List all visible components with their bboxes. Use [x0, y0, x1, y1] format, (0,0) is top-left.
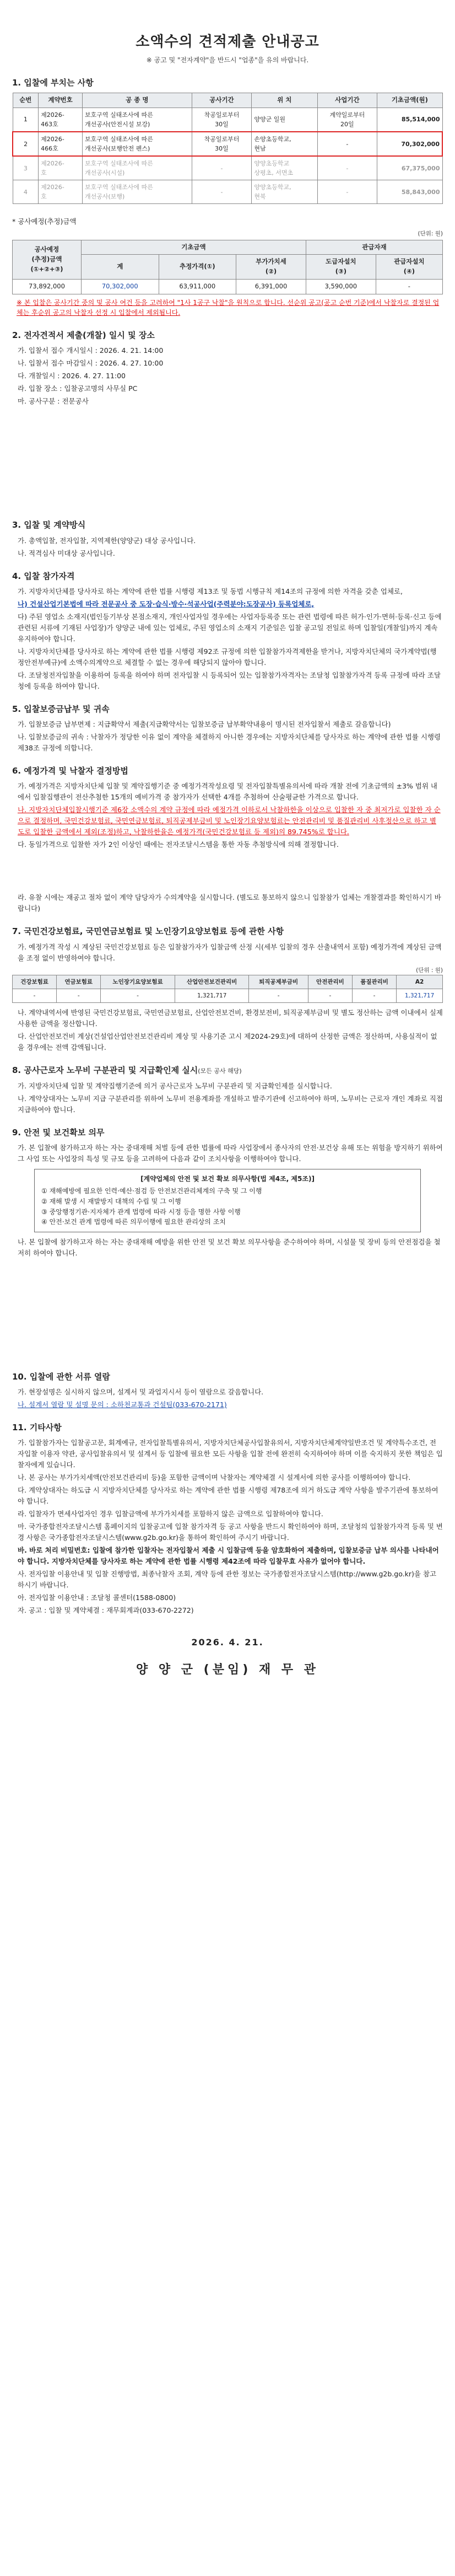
budget-head: 공사예정 (추정)금액 (①+②+③) [13, 240, 82, 279]
misc-item: 바. 바로 처리 비밀번호: 입찰에 참가한 입찰자는 전자입찰서 제출 시 입찰금액 등을 암호화하여 제출하며, 입찰보증금 납부 의사를 나타내어야 합니다. 지방자치단체를 당사자로 하는 계약에 관한 법률 시행령 제42조에 따라 입찰무효 사유가 없어야 합니다. [18, 1546, 439, 1566]
budget-cell: 6,391,000 [236, 280, 306, 294]
section-9 [0, 1126, 455, 1259]
deposit-item: 가. 입찰보증금 납부면제 : 지급확약서 제출(지급확약서는 입찰보증금 납부확약내용이 명시된 전자입찰서 제출로 갈음합니다) [18, 720, 391, 729]
table-header: 안전관리비 [308, 975, 352, 989]
qualification-item: 다) 주된 영업소 소재지(법인등기부상 본점소재지, 개인사업자일 경우에는 사업자등록증 또는 관련 법령에 따른 허가·인가·면허·등록·신고 등에 관련된 서류에 기재된 사업장)가 양양군 내에 있는 업체로, 주된 영업소의 소재지 기준일은 입찰 공고일 전일로 하며 입찰일(개찰일)까지 계속 유지하여야 합니다. [18, 612, 442, 643]
table-row [13, 180, 442, 204]
document-item: 가. 현장설명은 실시하지 않으며, 설계서 및 과업지시서 등이 열람으로 갈음합니다. [18, 1388, 264, 1397]
table-cell: 2 [13, 132, 39, 156]
section-2-heading: 2. 전자견적서 제출(개찰) 일시 및 장소 [12, 330, 155, 341]
schedule-item: 라. 입찰 장소 : 입찰공고명의 사무실 PC [18, 384, 138, 393]
table-cell: 양양초등학교, 현북 [252, 180, 317, 204]
table-header: 위 치 [252, 93, 317, 108]
table-cell: - [57, 989, 101, 1003]
section-3-heading: 3. 입찰 및 계약방식 [12, 520, 86, 530]
misc-item: 라. 입찰자가 면세사업자인 경우 입찰금액에 부가가치세를 포함하지 않은 금액으로 입찰하여야 합니다. [18, 1510, 323, 1518]
budget-cell: 63,911,000 [159, 280, 236, 294]
qualification-item: 가. 지방자치단체를 당사자로 하는 계약에 관한 법률 시행령 제13조 및 동법 시행규칙 제14조의 규정에 의한 자격을 갖춘 업체로, [18, 587, 403, 595]
lot-note: ※ 본 입찰은 공사기간 중의 및 공사 여건 등을 고려하여 "1사 1공구 낙찰"을 원칙으로 합니다. 선순위 공고(공고 순번 기준)에서 낙찰자로 결정된 업체는 후순위 공고의 낙찰자 선정 시 입찰에서 제외됩니다. [17, 298, 440, 317]
section-7 [0, 925, 455, 1053]
misc-item: 사. 전자입찰 이용안내 및 입찰 진행방법, 최종낙찰자 조회, 계약 등에 관한 정보는 국가종합전자조달시스템(http://www.g2b.go.kr)을 참고하시기 바랍니다. [18, 1570, 437, 1590]
table-cell: 보호구역 실태조사에 따른 개선공사(보행) [83, 180, 192, 204]
table-cell: 착공일로부터 30일 [192, 132, 252, 156]
misc-item: 나. 본 공사는 부가가치세액(안전보건관리비 등)을 포함한 금액이며 낙찰자는 계약체결 시 설계서에 의한 공사를 이행하여야 합니다. [18, 1473, 411, 1482]
table-cell: - [13, 989, 57, 1003]
table-header: 공사기간 [192, 93, 252, 108]
budget-cell: - [376, 280, 442, 294]
award-item: 나. 지방자치단체입찰시행기준 제6장 소액수의 계약 규정에 따라 예정가격 이하로서 낙찰하한율 이상으로 입찰한 자 중 최저가로 입찰한 자 순으로 결정하며, 국민건강보험료, 국민연금보험료, 퇴직공제부금비 및 노인장기요양보험료는 안전관리비 및 품질관리비 사후정산으로 하고 별도로 입찰한 금액에서 제외(조정)하고, 낙찰하한율은 예정가격(국민건강보험료 등 제외)의 89.745%로 합니다. [18, 806, 441, 836]
safety-duty: ④ 안전·보건 관계 법령에 따른 의무이행에 필요한 관리상의 조치 [41, 1218, 226, 1226]
table-cell: 1,321,717 [175, 989, 249, 1003]
table-cell: - [317, 132, 377, 156]
table-cell: 착공일로부터 30일 [192, 108, 252, 132]
misc-item: 마. 국가종합전자조달시스템 홈페이지의 입찰공고에 입찰 참가자격 등 공고 사항을 반드시 확인하여야 하며, 조달청의 입찰참가자격 등록 및 변경 사항은 국가종합전자조달시스템(www.g2b.go.kr)을 통하여 확인하여 주시기 바랍니다. [18, 1522, 443, 1542]
budget-subheading: * 공사예정(추정)금액 [12, 217, 77, 226]
table-cell: - [192, 180, 252, 204]
misc-item: 아. 전자입찰 이용안내 : 조달청 콜센터(1588-0800) [18, 1593, 176, 1602]
unit-label: (단위 : 원) [416, 967, 443, 974]
table-row [13, 156, 442, 180]
table-cell: 양양초등학교 상평초, 서면초 [252, 156, 317, 180]
section-4-heading: 4. 입찰 참가자격 [12, 571, 75, 581]
section-8 [0, 1064, 455, 1115]
misc-item: 가. 입찰참가자는 입찰공고문, 회계예규, 전자입찰특별유의서, 지방자치단체공사입찰유의서, 지방자치단체계약일반조건 및 계약특수조건, 전자입찰 이용자 약관, 공사입찰유의서 및 설계서 등 입찰에 필요한 모든 사항을 입찰 전에 완전히 숙지하여야 하며 이를 숙지하지 못한 책임은 입찰자에게 있습니다. [18, 1439, 443, 1469]
section-10-heading: 10. 입찰에 관한 서류 열람 [12, 1371, 110, 1382]
doc-title: 소액수의 견적제출 안내공고 [136, 34, 319, 50]
misc-item: 다. 계약상대자는 하도급 시 지방자치단체를 당사자로 하는 계약에 관한 법률 시행령 제78조에 의거 하도급 계약 사항을 발주기관에 통보하여야 합니다. [18, 1486, 438, 1506]
document-item: 나. 설계서 열람 및 설명 문의 : 소하천교통과 건설팀(033-670-2171) [18, 1400, 227, 1409]
table-cell: 손양초등학교, 현남 [252, 132, 317, 156]
section-6 [0, 765, 455, 914]
table-cell: 계약일로부터 20일 [317, 108, 377, 132]
section-1-heading: 1. 입찰에 부치는 사항 [12, 77, 94, 88]
safety-box-title: [계약업체의 안전 및 보건 확보 의무사항(법 제4조, 제5조)] [140, 1174, 315, 1183]
table-header: 공 종 명 [83, 93, 192, 108]
award-item: 가. 예정가격은 지방자치단체 입찰 및 계약집행기준 중 예정가격작성요령 및 전자입찰특별유의서에 따라 개찰 전에 기초금액의 ±3% 범위 내에서 입찰집행관이 전산추첨한 15개의 예비가격 중 참가자가 선택한 4개를 추첨하여 산술평균한 가격으로 합니다. [18, 782, 437, 802]
section-11-heading: 11. 기타사항 [12, 1423, 62, 1433]
safety-duty: ③ 중앙행정기관·지자체가 관계 법령에 따라 시정 등을 명한 사항 이행 [41, 1208, 241, 1216]
table-header: 계약번호 [39, 93, 83, 108]
bid-items-table [12, 93, 443, 204]
section-10 [0, 1371, 455, 1410]
budget-head: 관급자재 [306, 240, 442, 255]
qualification-item: 다. 조달청전자입찰을 이용하여 등록을 하여야 하며 전자입찰 시 등록되어 있는 입찰참가자격자는 조달청 입찰참가자격 등록 규정에 따라 조달청에 등록을 하여야 합니다. [18, 670, 441, 690]
table-cell: 3 [13, 156, 39, 180]
unit-label: (단위: 원) [418, 230, 443, 238]
table-header: 산업안전보건관리비 [175, 975, 249, 989]
table-cell: 보호구역 실태조사에 따른 개선공사(시설) [83, 156, 192, 180]
insurance-note: 다. 산업안전보건비 계상(건설업산업안전보건관리비 계상 및 사용기준 고시 제2024-29호)에 대하여 산정한 금액은 정산하며, 사용실적이 없을 경우에는 전액 감액됩니다. [18, 1032, 437, 1052]
method-item: 가. 총액입찰, 전자입찰, 지역제한(양양군) 대상 공사입니다. [18, 536, 196, 545]
table-cell: - [308, 989, 352, 1003]
table-cell: 85,514,000 [377, 108, 442, 132]
section-11 [0, 1421, 455, 1616]
budget-head: 계 [81, 255, 159, 280]
table-header: 순번 [13, 93, 39, 108]
safety-duty: ② 재해 발생 시 재발방지 대책의 수립 및 그 이행 [41, 1198, 181, 1206]
doc-subtitle: ※ 공고 및 "전자계약"을 반드시 "업종"을 유의 바랍니다. [146, 56, 309, 65]
award-item: 라. 유찰 시에는 재공고 절차 없이 계약 담당자가 수의계약을 실시합니다. (별도로 통보하지 않으니 입찰참가 업체는 개찰결과를 확인하시기 바랍니다) [18, 893, 441, 913]
budget-head: 부가가치세 (②) [236, 255, 306, 280]
table-header: A2 [397, 975, 443, 989]
table-cell: 70,302,000 [377, 132, 442, 156]
table-cell: 4 [13, 180, 39, 204]
table-cell: 제2026- 호 [39, 156, 83, 180]
table-cell: - [192, 156, 252, 180]
budget-cell: 3,590,000 [306, 280, 376, 294]
section-3 [0, 519, 455, 559]
table-cell: - [317, 180, 377, 204]
safety-duty: ① 재해예방에 필요한 인력·예산·점검 등 안전보건관리체계의 구축 및 그 이행 [41, 1187, 262, 1195]
table-cell: 58,843,000 [377, 180, 442, 204]
table-row [13, 132, 442, 156]
budget-cell: 70,302,000 [81, 280, 159, 294]
award-item: 다. 동일가격으로 입찰한 자가 2인 이상인 때에는 전자조달시스템을 통한 자동 추첨방식에 의해 결정합니다. [18, 840, 339, 849]
table-header: 퇴직공제부금비 [249, 975, 308, 989]
budget-head: 기초금액 [81, 240, 306, 255]
table-cell: - [352, 989, 396, 1003]
section-7-heading: 7. 국민건강보험료, 국민연금보험료 및 노인장기요양보험료 등에 관한 사항 [12, 926, 284, 937]
section-8-heading: 8. 공사근로자 노무비 구분관리 및 지급확인제 실시(모든 공사 해당) [12, 1065, 242, 1076]
section-2 [0, 329, 455, 407]
labor-item: 가. 지방자치단체 입찰 및 계약집행기준에 의거 공사근로자 노무비 구분관리 및 지급확인제를 실시합니다. [18, 1081, 332, 1090]
budget-cell: 73,892,000 [13, 280, 82, 294]
table-header: 품질관리비 [352, 975, 396, 989]
budget-head: 관급자설치 (④) [376, 255, 442, 280]
table-row [13, 108, 442, 132]
qualification-item: 나) 건설산업기본법에 따라 전문공사 중 도장·습식·방수·석공사업(주력분야:도장공사) 등록업체로, [18, 599, 315, 608]
insurance-note: 나. 계약내역서에 반영된 국민건강보험료, 국민연금보험료, 산업안전보건비, 환경보전비, 퇴직공제부금비 및 별도 정산하는 금액 이내에서 실제 사용한 금액을 정산합니다. [18, 1008, 443, 1028]
section-5 [0, 703, 455, 754]
insurance-table [12, 975, 443, 1003]
table-cell: - [101, 989, 175, 1003]
table-cell: 67,375,000 [377, 156, 442, 180]
misc-item: 자. 공고 : 입찰 및 계약체결 : 재무회계과(033-670-2272) [18, 1606, 194, 1615]
qualification-item: 나. 지방자치단체를 당사자로 하는 계약에 관한 법률 시행령 제92조 규정에 의한 입찰참가자격제한을 받거나, 지방자치단체의 국가계약법(행정안전부예규)에 소액수의계약으로 체결할 수 없는 경우에 해당되지 않아야 합니다. [18, 647, 437, 667]
table-cell: 보호구역 실태조사에 따른 개선공사(보행안전 펜스) [83, 132, 192, 156]
safety-item: 가. 본 입찰에 참가하고자 하는 자는 중대재해 처벌 등에 관한 법률에 따라 사업장에서 종사자의 안전·보건상 유해 또는 위험을 방지하기 위하여 그 사업 또는 사업장의 특성 및 규모 등을 고려하여 다음과 같이 조치사항을 이행하여야 합니다. [18, 1143, 443, 1163]
labor-item: 나. 계약상대자는 노무비 지급 구분관리를 위하여 노무비 전용계좌를 개설하고 발주기관에 신고하여야 하며, 노무비는 근로자 개인 계좌로 직접 지급하여야 합니다. [18, 1094, 443, 1114]
schedule-item: 마. 공사구분 : 전문공사 [18, 397, 89, 406]
method-item: 나. 적격심사 미대상 공사입니다. [18, 549, 115, 557]
table-header: 기초금액(원) [377, 93, 442, 108]
table-cell: - [317, 156, 377, 180]
table-header: 건강보험료 [13, 975, 57, 989]
table-cell: - [249, 989, 308, 1003]
issuer-signature: 양 양 군 (분임) 재 무 관 [136, 1663, 319, 1677]
schedule-item: 가. 입찰서 접수 개시일시 : 2026. 4. 21. 14:00 [18, 346, 164, 355]
insurance-item: 가. 예정가격 작성 시 계상된 국민건강보험료 등은 입찰참가자가 입찰금액 산정 시(세부 입찰의 경우 산출내역서 포함) 예정가격에 계상된 금액을 조정 없이 반영하여야 합니다. [18, 942, 442, 962]
section-5-heading: 5. 입찰보증금납부 및 귀속 [12, 704, 110, 714]
table-cell: 제2026- 호 [39, 180, 83, 204]
table-cell: 제2026- 466호 [39, 132, 83, 156]
budget-table [12, 240, 443, 294]
schedule-item: 다. 개찰일시 : 2026. 4. 27. 11:00 [18, 372, 126, 380]
deposit-item: 나. 입찰보증금의 귀속 : 낙찰자가 정당한 이유 없이 계약을 체결하지 아니한 경우에는 지방자치단체를 당사자로 하는 계약에 관한 법률 시행령 제38조 규정에 의합니다. [18, 733, 441, 753]
table-cell: 1,321,717 [397, 989, 443, 1003]
table-cell: 1 [13, 108, 39, 132]
section-1 [0, 77, 455, 318]
budget-head: 도급자설치 (③) [306, 255, 376, 280]
table-cell: 보호구역 실태조사에 따른 개선공사(안전시설 보강) [83, 108, 192, 132]
section-4 [0, 570, 455, 692]
table-cell: 양양군 일원 [252, 108, 317, 132]
safety-item: 나. 본 입찰에 참가하고자 하는 자는 중대재해 예방을 위한 안전 및 보건 확보 의무사항을 준수하여야 하며, 시설물 및 장비 등의 안전점검을 철저히 하여야 합니다. [18, 1237, 441, 1257]
table-header: 연금보험료 [57, 975, 101, 989]
notice-date: 2026. 4. 21. [191, 1637, 264, 1648]
budget-head: 추정가격(①) [159, 255, 236, 280]
section-9-heading: 9. 안전 및 보건확보 의무 [12, 1127, 105, 1137]
table-header: 노인장기요양보험료 [101, 975, 175, 989]
table-header: 사업기간 [317, 93, 377, 108]
table-cell: 제2026- 463호 [39, 108, 83, 132]
schedule-item: 나. 입찰서 접수 마감일시 : 2026. 4. 27. 10:00 [18, 359, 164, 368]
section-6-heading: 6. 예정가격 및 낙찰자 결정방법 [12, 766, 128, 776]
safety-duties-box [34, 1169, 421, 1232]
